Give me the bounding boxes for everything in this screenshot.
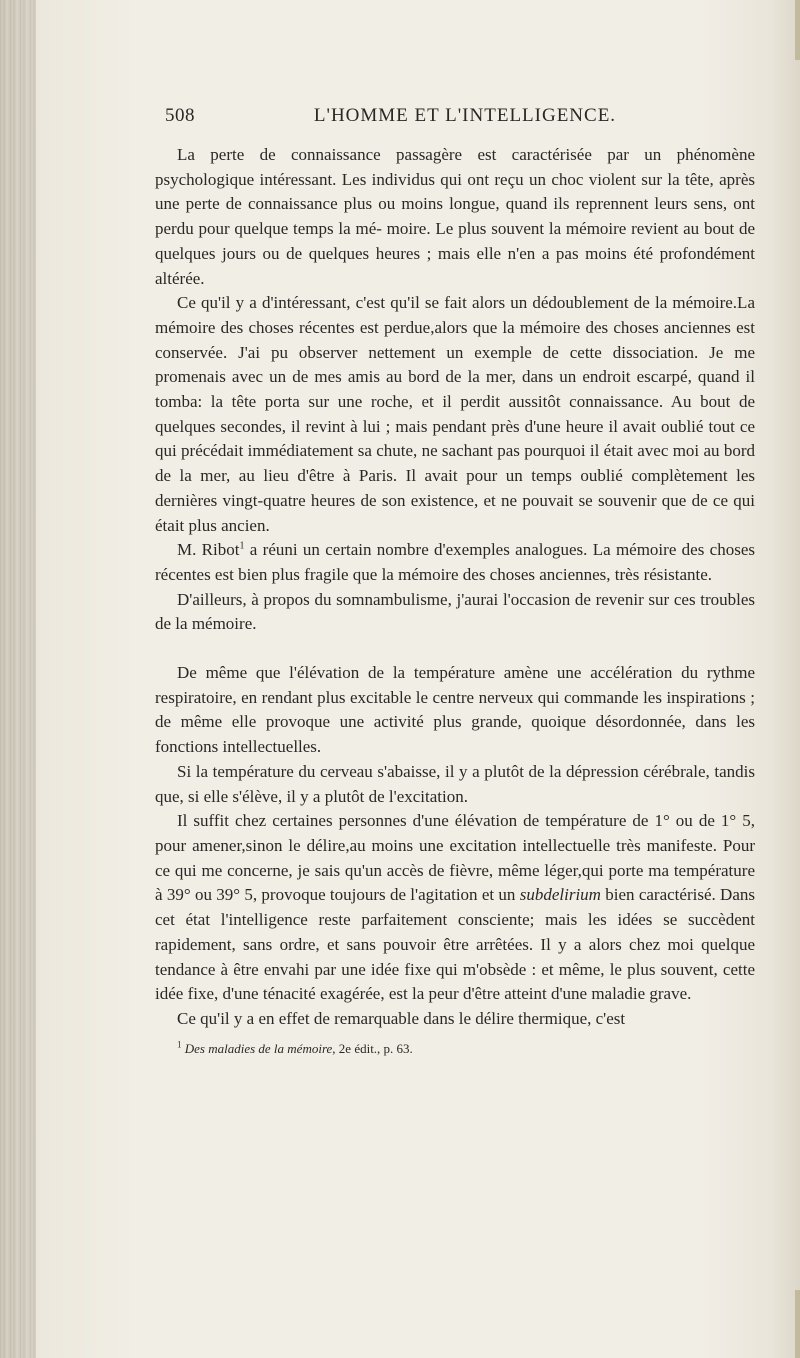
page-number: 508 [165, 105, 195, 126]
book-binding-edge [0, 0, 36, 1358]
paragraph-ribot [155, 538, 755, 587]
footnote-details: , 2e édit., p. 63. [332, 1040, 413, 1056]
paragraph-text: a réuni un certain nombre d'exemples analogues. La mémoire des choses récentes est bien plus fragile que la mémoire des choses anciennes, très résistante. [155, 540, 755, 584]
paragraph: Ce qu'il y a en effet de remarquable dans le délire thermique, c'est [177, 1008, 626, 1028]
italic-term: subdelirium [519, 885, 601, 905]
footnote [155, 1040, 755, 1058]
running-head [155, 105, 755, 135]
footnote-mark: 1 [177, 1039, 182, 1050]
paragraph: Ce qu'il y a d'intéressant, c'est qu'il se fait alors un dédoublement de la mémoire.La mémoire des choses récentes est perdue,alors que la mémoire des choses anciennes est conservée. J'ai pu observer nettement un exemple de cette dissociation. Je me promenais avec un de mes amis au bord de la mer, dans un endroit escarpé, quand il tomba: la tête porta sur une roche, et il perdit aussitôt connaissance. Au bout de quelques secondes, il revint à lui ; mais pendant près d'une heure il avait oublié tout ce qui précédait immédiatement sa chute, ne sachant pas pourquoi il était avec moi au bord de la mer, au lieu d'être à Paris. Il avait pour un temps oublié complètement les dernières vingt-quatre heures de son existence, et ne pouvait se souvenir que de ce qui était plus ancien. [155, 293, 755, 535]
paragraph-text: Il suffit chez certaines personnes d'une élévation de température de 1° ou de 1° 5, pour amener,sinon le délire,au moins une excitation intellectuelle très manifeste. Pour ce qui me concerne, je sais qu'un accès de fièvre, même léger,qui porte ma température à 39° ou 39° 5, provoque toujours de l'agitation et un [155, 811, 755, 905]
section-gap [155, 637, 755, 661]
footnote-title: Des maladies de la mémoire [184, 1040, 333, 1056]
paragraph-text: bien caractérisé. Dans cet état l'intelligence reste parfaitement consciente; mais les idées se succèdent rapidement, sans ordre, et sans pouvoir être arrêtées. Il y a alors chez moi quelque tendance à être envahi par une idée fixe qui m'obsède : et même, le plus souvent, cette idée fixe, d'une ténacité exagérée, est la peur d'être atteint d'une maladie grave. [155, 885, 755, 1004]
body-text [155, 143, 755, 1032]
paragraph: La perte de connaissance passagère est caractérisée par un phénomène psychologique intéressant. Les individus qui ont reçu un choc violent sur la tête, après une perte de connaissance plus ou moins longue, quand ils reprennent leurs sens, ont perdu pour quelque temps la mé- moire. Le plus souvent la mémoire revient au bout de quelques jours ou de quelques heures ; mais elle n'en a pas moins été profondément altérée. [155, 145, 755, 288]
running-title: L'HOMME ET L'INTELLIGENCE. [313, 105, 617, 126]
paragraph: Si la température du cerveau s'abaisse, il y a plutôt de la dépression cérébrale, tandis que, si elle s'élève, il y a plutôt de l'excitation. [155, 761, 755, 806]
page-content [155, 105, 755, 1058]
footnote-reference: 1 [239, 540, 245, 552]
paragraph-text: M. Ribot [177, 540, 240, 560]
paragraph: De même que l'élévation de la température amène une accélération du rythme respiratoire, en rendant plus excitable le centre nerveux qui commande les inspirations ; de même elle provoque une activité plus grande, quoique désordonnée, dans les fonctions intellectuelles. [155, 663, 755, 757]
page-edge-stain [795, 1290, 800, 1358]
paragraph: D'ailleurs, à propos du somnambulisme, j'aurai l'occasion de revenir sur ces troubles de la mémoire. [155, 589, 755, 634]
page-edge-stain [795, 0, 800, 60]
paragraph-fever [155, 809, 755, 1007]
